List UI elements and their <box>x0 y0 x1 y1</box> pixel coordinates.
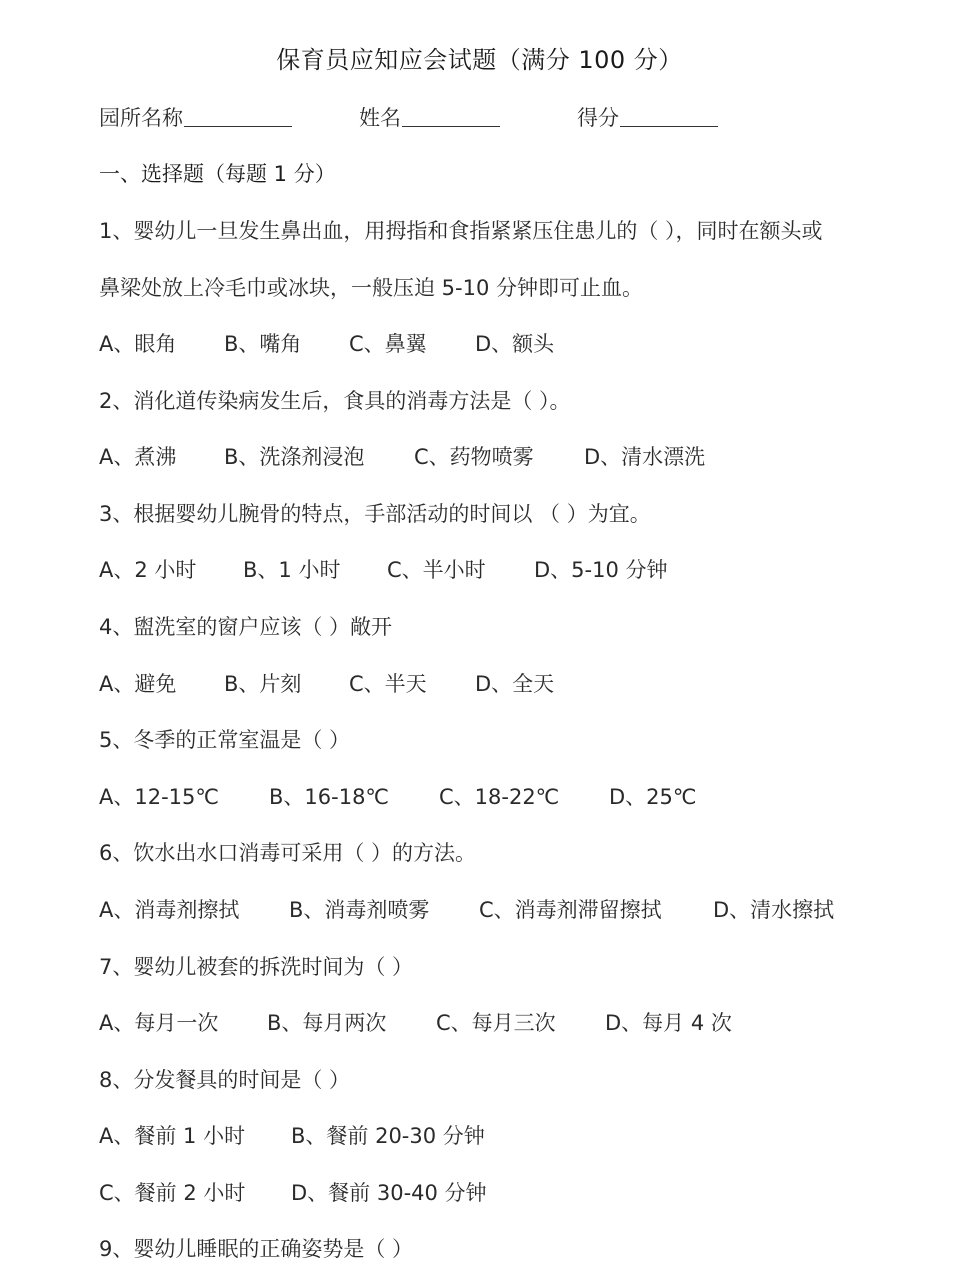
option-c: C、18-22℃ <box>439 785 560 809</box>
score-field <box>577 100 718 136</box>
option-d: D、清水擦拭 <box>713 898 835 922</box>
school-name-label: 园所名称 <box>99 106 183 130</box>
option-d: D、全天 <box>475 672 555 696</box>
score-blank <box>620 100 718 127</box>
option-c: C、药物喷雾 <box>414 445 534 469</box>
option-d: D、额头 <box>475 332 555 356</box>
option-c: C、消毒剂滞留擦拭 <box>479 898 662 922</box>
option-b: B、片刻 <box>224 672 302 696</box>
option-a: A、餐前 1 小时 <box>99 1124 246 1148</box>
option-a: A、消毒剂擦拭 <box>99 898 240 922</box>
option-d: D、25℃ <box>609 785 697 809</box>
question-7-stem: 7、婴幼儿被套的拆洗时间为（ ） <box>99 955 414 979</box>
option-c: C、每月三次 <box>436 1011 556 1035</box>
option-c: C、半小时 <box>387 558 486 582</box>
option-d: D、清水漂洗 <box>584 445 706 469</box>
option-b: B、嘴角 <box>224 332 302 356</box>
option-a: A、12-15℃ <box>99 785 219 809</box>
option-b: B、消毒剂喷雾 <box>289 898 430 922</box>
option-a: A、避免 <box>99 672 177 696</box>
question-5-stem: 5、冬季的正常室温是（ ） <box>99 728 351 752</box>
option-b: B、1 小时 <box>243 558 341 582</box>
option-a: A、每月一次 <box>99 1011 219 1035</box>
option-d: D、5-10 分钟 <box>534 558 668 582</box>
question-3-stem: 3、根据婴幼儿腕骨的特点，手部活动的时间以 （ ）为宜。 <box>99 502 651 526</box>
option-c: C、鼻翼 <box>349 332 427 356</box>
school-name-field <box>99 100 292 136</box>
question-1-stem-line-1: 1、婴幼儿一旦发生鼻出血，用拇指和食指紧紧压住患儿的（ ），同时在额头或 <box>99 219 823 243</box>
student-name-label: 姓名 <box>359 106 401 130</box>
option-b: B、每月两次 <box>267 1011 387 1035</box>
section-heading: 一、选择题（每题 1 分） <box>99 162 336 186</box>
question-6-stem: 6、饮水出水口消毒可采用（ ）的方法。 <box>99 841 477 865</box>
score-label: 得分 <box>577 106 619 130</box>
option-a: A、眼角 <box>99 332 177 356</box>
option-b: B、16-18℃ <box>269 785 390 809</box>
question-1-stem-line-2: 鼻梁处放上冷毛巾或冰块，一般压迫 5-10 分钟即可止血。 <box>99 276 644 300</box>
option-c: C、半天 <box>349 672 427 696</box>
page-title: 保育员应知应会试题（满分 100 分） <box>276 46 683 74</box>
question-9-stem: 9、婴幼儿睡眠的正确姿势是（ ） <box>99 1237 414 1261</box>
school-name-blank <box>184 100 292 127</box>
option-b: B、洗涤剂浸泡 <box>224 445 365 469</box>
option-b: B、餐前 20-30 分钟 <box>291 1124 485 1148</box>
option-a: A、煮沸 <box>99 445 177 469</box>
option-d: D、每月 4 次 <box>605 1011 732 1035</box>
question-8-stem: 8、分发餐具的时间是（ ） <box>99 1068 351 1092</box>
option-d: D、餐前 30-40 分钟 <box>291 1181 487 1205</box>
student-name-blank <box>402 100 500 127</box>
option-c: C、餐前 2 小时 <box>99 1181 246 1205</box>
option-a: A、2 小时 <box>99 558 197 582</box>
question-2-stem: 2、消化道传染病发生后，食具的消毒方法是（ ）。 <box>99 389 571 413</box>
student-name-field <box>359 100 500 136</box>
question-4-stem: 4、盥洗室的窗户应该（ ）敞开 <box>99 615 393 639</box>
